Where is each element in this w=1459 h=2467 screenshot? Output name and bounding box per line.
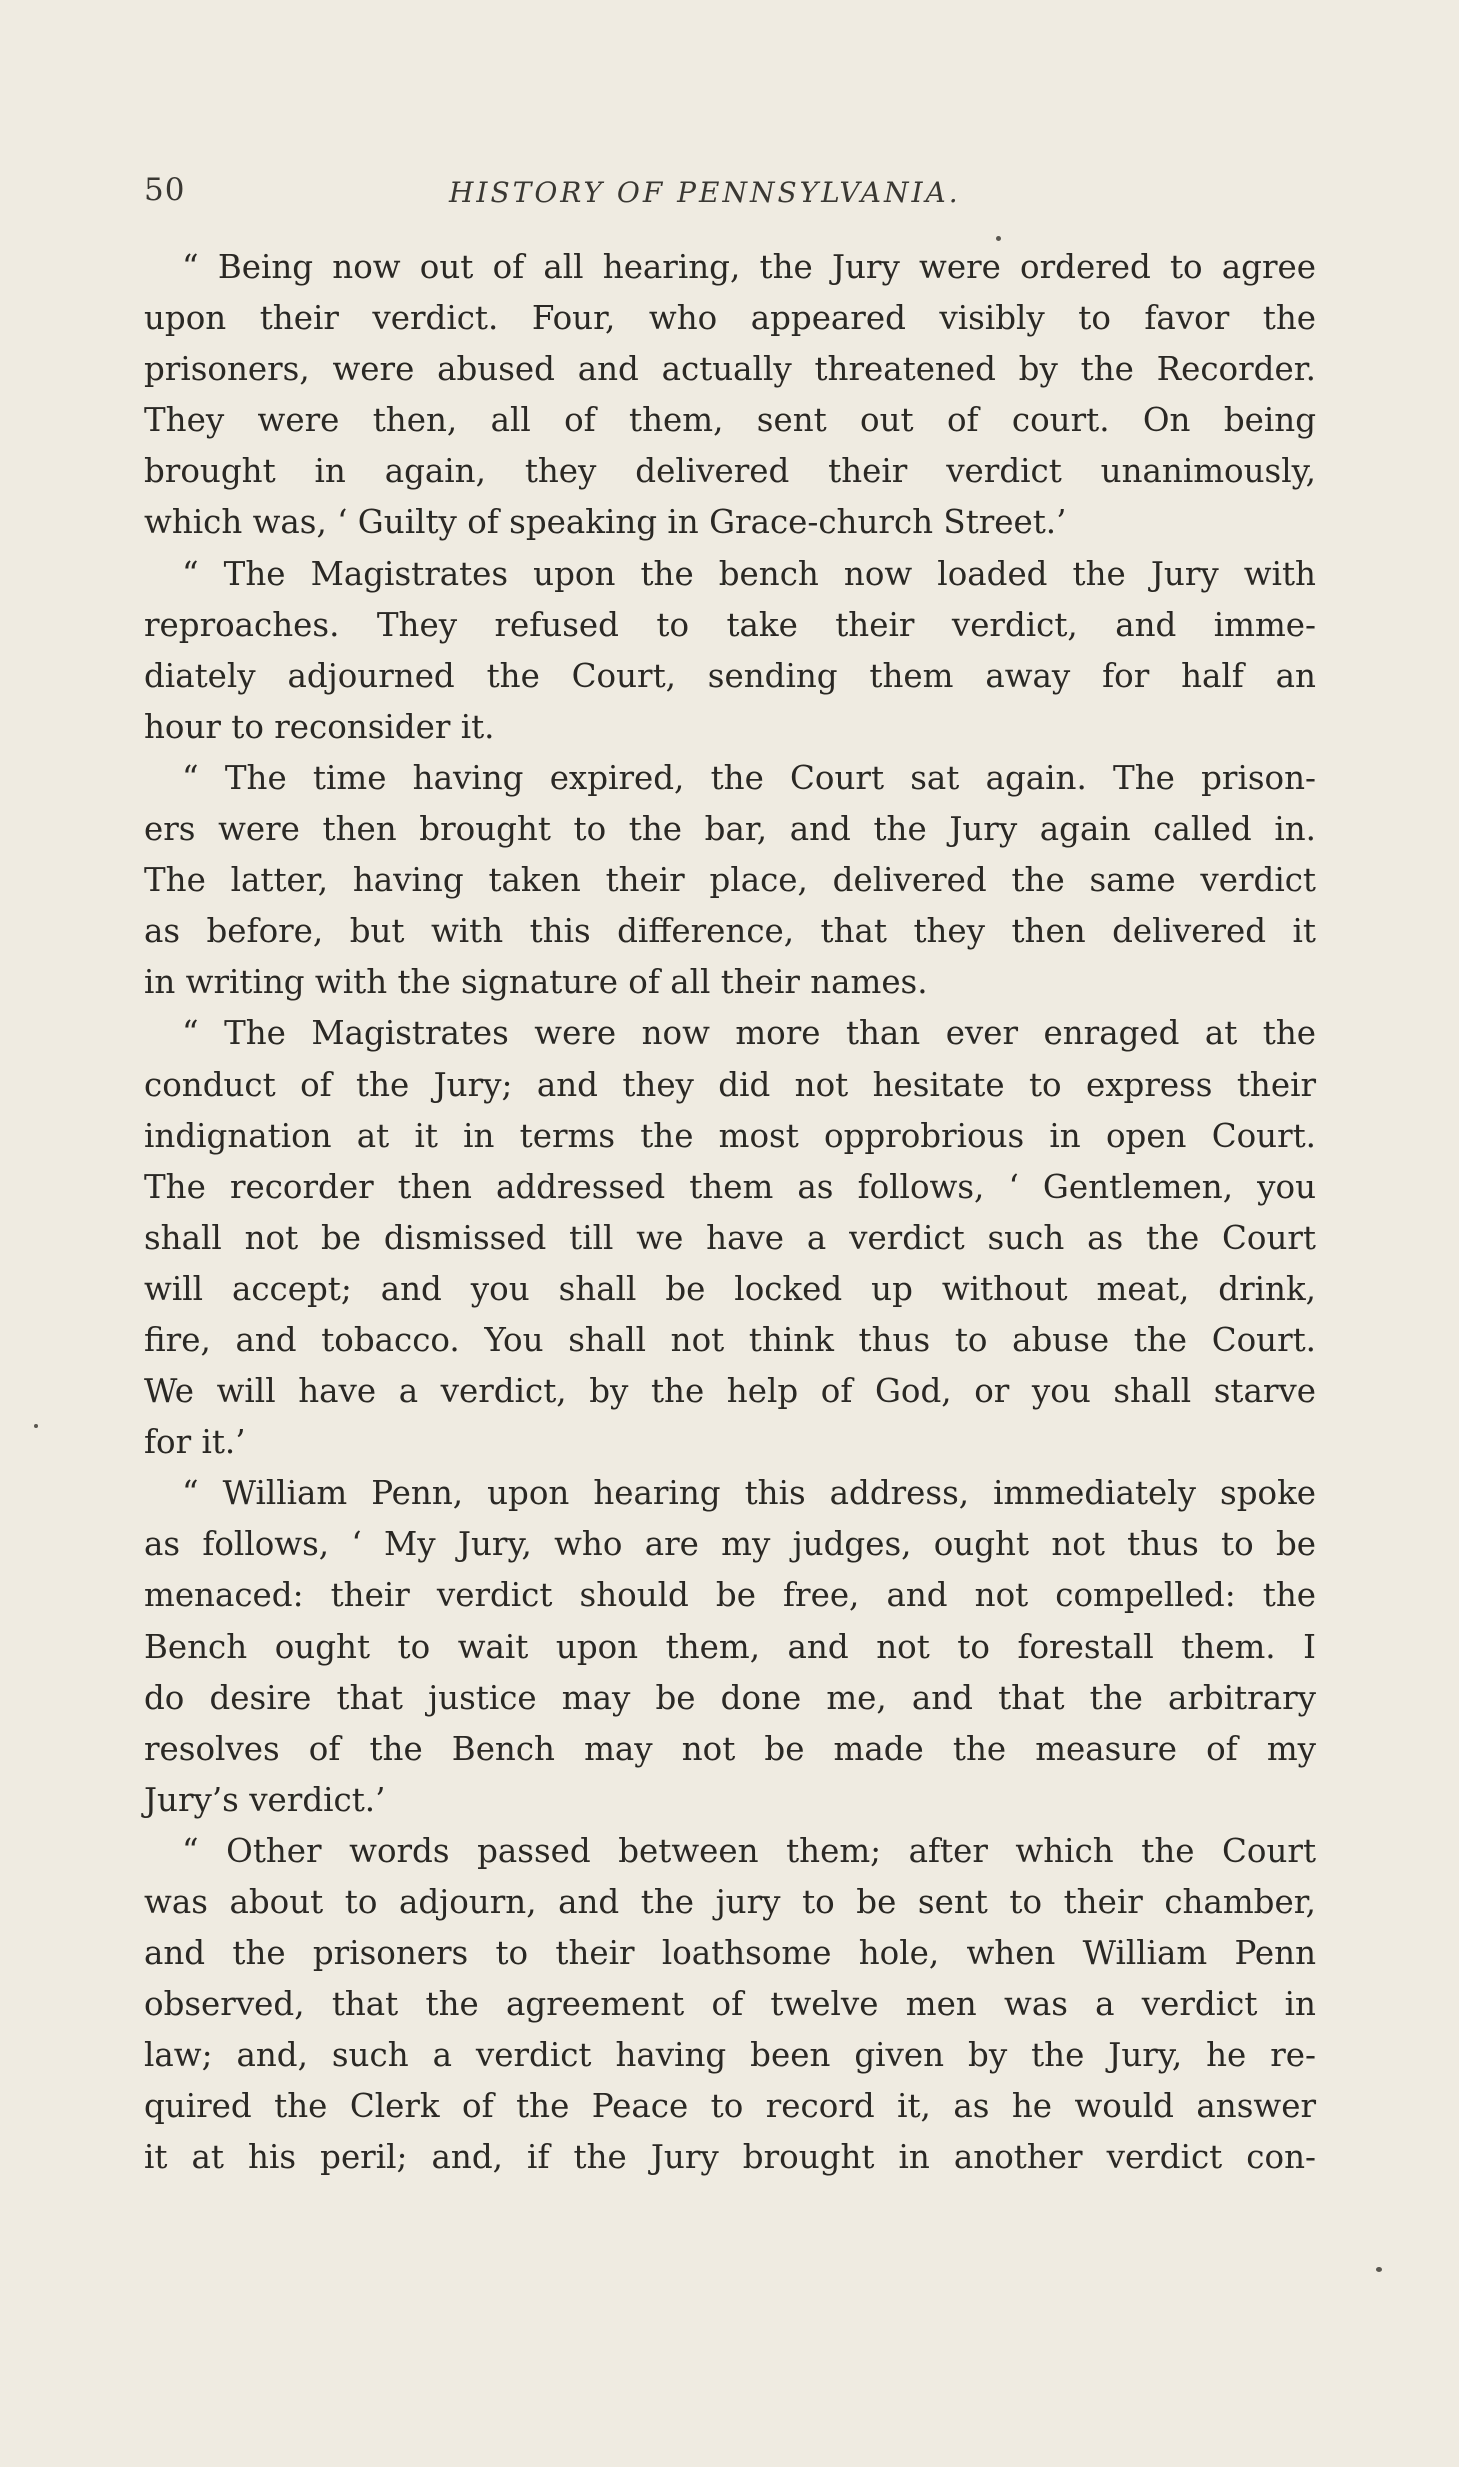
text-line: will accept; and you shall be locked up without meat, drink, xyxy=(144,1269,1316,1308)
text-line: law; and, such a verdict having been given by the Jury, he re- xyxy=(144,2036,1316,2075)
text-line: brought in again, they delivered their verdict unanimously, xyxy=(144,452,1316,491)
text-line: Jury’s verdict.’ xyxy=(144,1780,386,1819)
text-line: as before, but with this difference, that they then delivered it xyxy=(144,912,1316,951)
text-line: reproaches. They refused to take their verdict, and imme- xyxy=(144,605,1316,644)
text-line: shall not be dismissed till we have a verdict such as the Court xyxy=(144,1218,1316,1257)
text-line: ers were then brought to the bar, and the Jury again called in. xyxy=(144,810,1316,849)
text-line: They were then, all of them, sent out of court. On being xyxy=(144,401,1316,440)
text-line: menaced: their verdict should be free, and not compelled: the xyxy=(144,1576,1316,1615)
text-line: indignation at it in terms the most opprobrious in open Court. xyxy=(144,1116,1316,1155)
text-line: was about to adjourn, and the jury to be sent to their chamber, xyxy=(144,1883,1316,1921)
text-line: and the prisoners to their loathsome hole, when William Penn xyxy=(144,1934,1316,1973)
text-line: The recorder then addressed them as follows, ‘ Gentlemen, you xyxy=(144,1167,1316,1206)
text-line: it at his peril; and, if the Jury brought in another verdict con- xyxy=(144,2138,1316,2177)
text-line: The latter, having taken their place, delivered the same verdict xyxy=(144,861,1316,900)
text-line: “ The Magistrates were now more than ever enraged at the xyxy=(182,1014,1316,1053)
running-title: HISTORY OF PENNSYLVANIA. xyxy=(449,176,961,209)
text-line: in writing with the signature of all their names. xyxy=(144,963,928,1002)
text-line: quired the Clerk of the Peace to record it, as he would answer xyxy=(144,2087,1316,2126)
text-line: hour to reconsider it. xyxy=(144,707,495,746)
text-line: observed, that the agreement of twelve men was a verdict in xyxy=(144,1985,1316,2024)
text-line: fire, and tobacco. You shall not think thus to abuse the Court. xyxy=(144,1320,1316,1359)
text-line: conduct of the Jury; and they did not hesitate to express their xyxy=(144,1065,1316,1104)
text-line: which was, ‘ Guilty of speaking in Grace-church Street.’ xyxy=(144,503,1067,542)
text-line: as follows, ‘ My Jury, who are my judges, ought not thus to be xyxy=(144,1525,1316,1564)
text-line: prisoners, were abused and actually threatened by the Recorder. xyxy=(144,350,1316,389)
body-text xyxy=(144,242,1316,2184)
text-line: Bench ought to wait upon them, and not to forestall them. I xyxy=(144,1627,1316,1666)
text-line: do desire that justice may be done me, and that the arbitrary xyxy=(144,1678,1316,1717)
text-line: upon their verdict. Four, who appeared visibly to favor the xyxy=(144,299,1316,338)
text-line: “ Being now out of all hearing, the Jury were ordered to agree xyxy=(182,248,1316,286)
text-line: We will have a verdict, by the help of God, or you shall starve xyxy=(144,1372,1316,1411)
paper-speck xyxy=(34,1424,38,1428)
text-line: “ The time having expired, the Court sat again. The prison- xyxy=(182,758,1316,797)
paper-speck xyxy=(996,236,1001,241)
text-line: for it.’ xyxy=(144,1423,246,1462)
text-line: diately adjourned the Court, sending them away for half an xyxy=(144,656,1316,695)
text-line: resolves of the Bench may not be made the measure of my xyxy=(144,1729,1316,1768)
text-line: “ William Penn, upon hearing this address, immediately spoke xyxy=(182,1474,1316,1513)
running-head xyxy=(144,172,1316,222)
page-number: 50 xyxy=(144,172,186,208)
paper-speck xyxy=(1376,2267,1382,2272)
text-line: “ The Magistrates upon the bench now loaded the Jury with xyxy=(182,554,1316,593)
text-line: “ Other words passed between them; after which the Court xyxy=(182,1831,1316,1870)
